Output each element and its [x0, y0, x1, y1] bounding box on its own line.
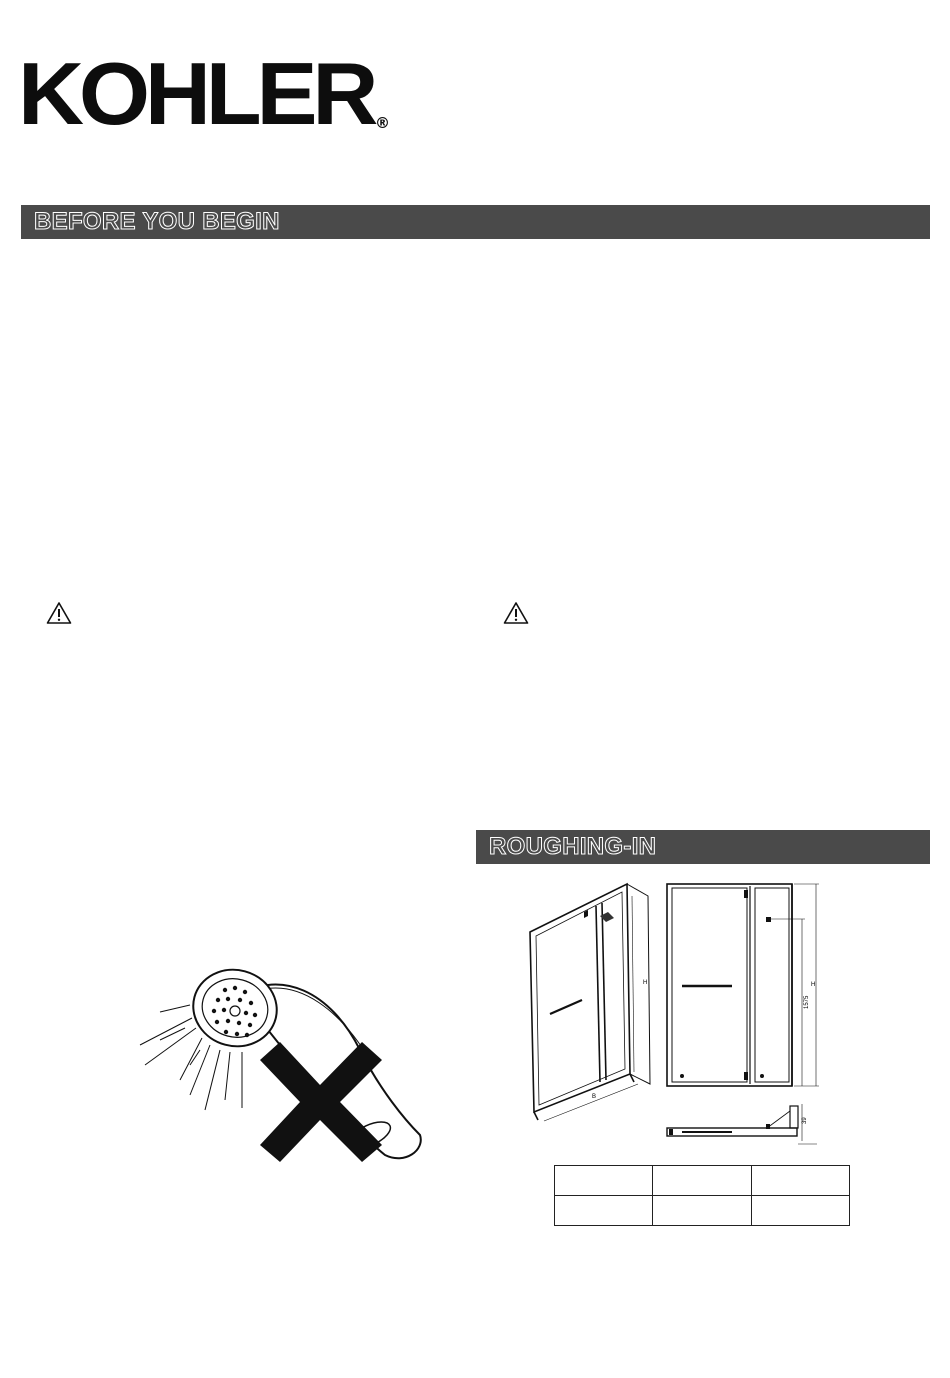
table-cell: [751, 1166, 849, 1196]
section-title: ROUGHING-IN: [489, 833, 657, 860]
table-cell: [653, 1196, 751, 1226]
dim-label-h: H: [811, 982, 816, 988]
table-row: [555, 1166, 850, 1196]
logo-wordmark: KOHLER: [18, 44, 374, 143]
table-cell: [555, 1196, 653, 1226]
dimension-table: [554, 1165, 850, 1226]
warning-triangle-icon: [46, 601, 72, 625]
warning-triangle-icon: [503, 601, 529, 625]
kohler-logo: [18, 44, 390, 143]
section-header-roughing-in: [476, 830, 930, 864]
dim-label-1575: 1575: [804, 995, 810, 1009]
plan-view: [667, 1104, 817, 1144]
table-row: [555, 1196, 850, 1226]
registered-mark: ®: [375, 114, 390, 132]
roughing-in-diagram: [522, 876, 852, 1158]
table-cell: [653, 1166, 751, 1196]
handshower-do-not-illustration: [130, 950, 430, 1165]
table-cell: [555, 1166, 653, 1196]
section-title: BEFORE YOU BEGIN: [34, 208, 280, 235]
dim-label-h: H: [643, 980, 648, 986]
dim-label-39: 39: [802, 1117, 808, 1124]
section-header-before-you-begin: [21, 205, 930, 239]
door-front-view: [667, 884, 792, 1086]
table-cell: [751, 1196, 849, 1226]
dim-label-b: B: [592, 1094, 597, 1100]
